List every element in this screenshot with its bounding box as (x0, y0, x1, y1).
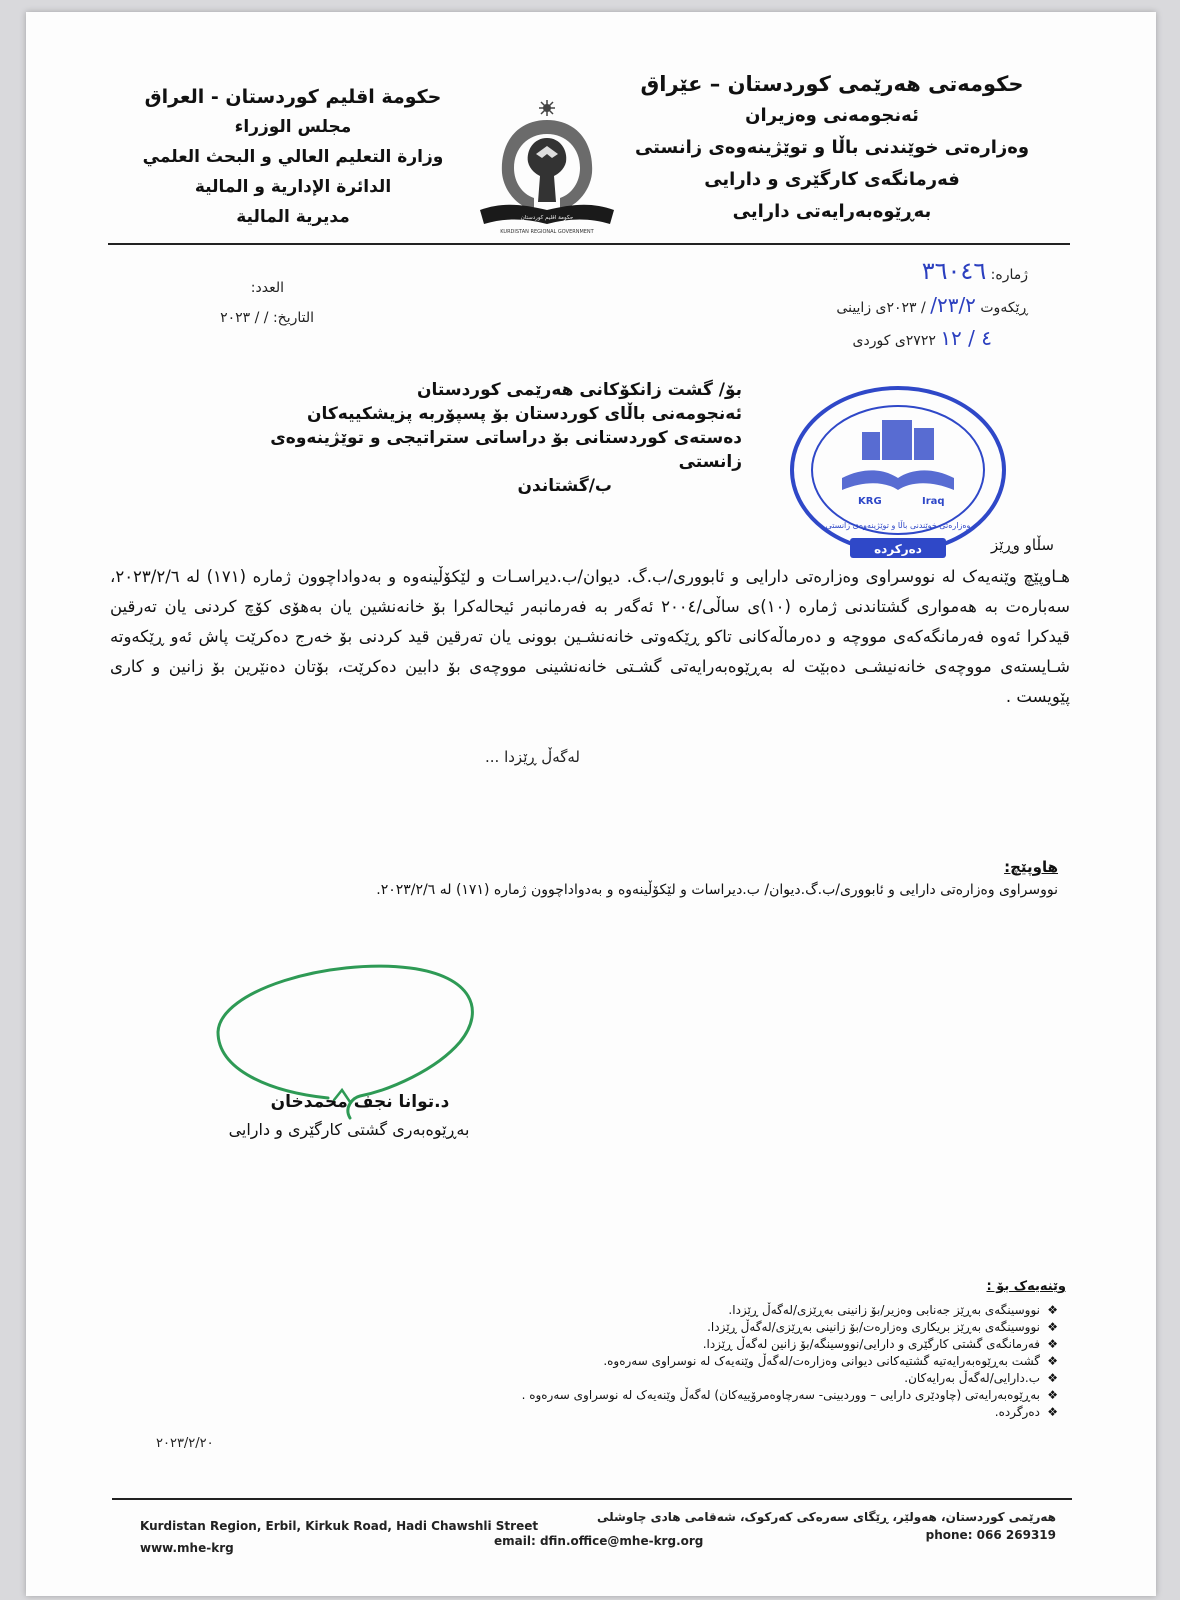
arabic-number-label: العدد: (250, 280, 284, 296)
list-item: ❖ بەڕێوەبەرایەتی (چاودێری دارایی – ووردبینی- سەرچاوەمرۆییەکان) لەگەڵ وێنەیەک لە نوسراوی سەرەوە . (521, 1388, 1058, 1402)
arabic-letterhead (128, 82, 458, 232)
list-item: ❖ ب.دارایی/لەگەڵ بەرایەکان. (904, 1371, 1058, 1385)
arabic-gov-title: حكومة اقليم كوردستان - العراق (144, 86, 442, 108)
diamond-bullet-icon: ❖ (1047, 1337, 1058, 1351)
stamp-band-text: دەرکردە (874, 542, 922, 556)
diamond-bullet-icon: ❖ (1047, 1320, 1058, 1334)
closing-regards: لەگەڵ ڕێزدا ... (485, 748, 580, 766)
issue-date: ٢٠٢٣/٢/٢٠ (156, 1436, 214, 1451)
stamp-iraq-text: Iraq (922, 496, 945, 507)
signatory-name: د.توانا نجف محمدخان (270, 1092, 450, 1112)
diamond-bullet-icon: ❖ (1047, 1405, 1058, 1419)
kurdish-directorate: بەڕێوەبەرایەتی دارایی (732, 201, 932, 222)
footer-address-ku: هەرێمی کوردستان، هەولێر، ڕێگای سەرەکی کەرکوک، شەقامی هادی چاوشلی (597, 1510, 1056, 1524)
kurdish-letterhead (622, 68, 1042, 228)
addressee-line-2: ئەنجومەنی باڵای کوردستان بۆ پسپۆربە پزیشکییەکان (306, 404, 742, 424)
footer-address-en: Kurdistan Region, Erbil, Kirkuk Road, Hadi Chawshli Street (140, 1519, 539, 1533)
krg-emblem-icon (472, 98, 622, 238)
number-label: ژمارە: (990, 267, 1028, 283)
kurdish-gov-title: حکومەتی هەرێمی کوردستان – عێراق (640, 72, 1024, 96)
footer-divider (112, 1498, 1072, 1500)
diamond-bullet-icon: ❖ (1047, 1303, 1058, 1317)
kurdish-reference-block (708, 256, 1028, 356)
kurdish-council: ئەنجومەنی وەزیران (745, 105, 919, 126)
list-item: ❖ گشت بەڕێوەبەرایەتیە گشتیەکانی دیوانی وەزارەت/لەگەڵ وێنەیەک لە نوسراوی سەرەوە. (603, 1354, 1058, 1368)
stamp-krg-text: KRG (858, 496, 882, 507)
list-item: ❖ نووسینگەی بەڕێز بریکاری وەزارەت/بۆ زانینی بەڕێزی/لەگەڵ ڕێزدا. (707, 1320, 1058, 1334)
official-stamp-icon (786, 378, 1012, 574)
diamond-bullet-icon: ❖ (1047, 1388, 1058, 1402)
date-label: ڕێکەوت (980, 300, 1028, 316)
footer-email: email: dfin.office@mhe-krg.org (494, 1534, 704, 1548)
list-item: ❖ دەرگردە. (994, 1405, 1058, 1419)
cc-heading: وێنەیەک بۆ : (986, 1279, 1066, 1294)
arabic-date-label: التاريخ: (272, 310, 314, 326)
footer-phone: phone: 066 269319 (925, 1528, 1056, 1542)
letter-body: هـاوپێچ وێنەیەک لە نووسراوی وەزارەتی دارایی و ئابووری/ب.گ. دیوان/ب.دیراسـات و لێکۆڵینەوە و بەدواداچوون ژمارە (١٧١) لە ٢٠٢٣/٢/٦، سەبارەت بە هەمواری گشتاندنی ژمارە (١٠)ی ساڵی/٢٠٠٤ ئەگەر بە فەرمانبەر ئیحالەکرا بۆ خانەنشین یان بەهۆی کۆچ کردنی یان تەرقین قیدکرا ئەوە فەرمانگەکەی مووچە و دەرماڵەکانی تاکو ڕێکەوتی خانەنشـین بوونی یان تەرقین قید کردنی بۆ خەرج دەکرێت پاش ئەو ڕێکەوتە شـایستەی مووچەی خانەنیشـی دەبێت لە بەڕێوەبەرایەتی گشـتی خانەنشینی مووچەی بۆ دابین دەکرێت، بۆتان دەنێرین بۆ زانین و کاری پێویست . (110, 567, 1070, 706)
arabic-department: الدائرة الإدارية و المالية (194, 177, 392, 197)
signatory-title: بەڕێوەبەری گشتی کارگێری و دارایی (228, 1120, 470, 1139)
kurdish-ministry: وەزارەتی خوێندنی باڵا و توێژینەوەی زانستی (634, 137, 1030, 158)
arabic-directorate: مديرية المالية (236, 207, 350, 227)
arabic-council: مجلس الوزراء (234, 117, 352, 137)
attachment-text: نووسراوی وەزارەتی دارایی و ئابووری/ب.گ.دیوان/ ب.دیراسات و لێکۆڵینەوە و بەدواداچوون ژمارە (١٧١) لە ٢٠٢٣/٢/٦. (376, 882, 1058, 898)
addressee-line-3: دەستەی کوردستانی بۆ دراساتی ستراتیجی و توێژینەوەی زانستی (270, 428, 742, 472)
date-suffix: / ٢٠٢٣ی زایینی (836, 300, 926, 316)
diamond-bullet-icon: ❖ (1047, 1371, 1058, 1385)
date-value: ٢٣/٢/ (930, 293, 976, 317)
arabic-ministry: وزارة التعليم العالي و البحث العلمي (142, 147, 444, 167)
addressee-line-4: ب/گشتاندن (517, 476, 612, 496)
list-item: ❖ نووسینگەی بەڕێز جەنابی وەزیر/بۆ زانینی بەڕێزی/لەگەڵ ڕێزدا. (728, 1303, 1058, 1317)
stamp-ring-text: وەزارەتی خوێندنی باڵا و توێژینەوەی زانستی (825, 521, 971, 530)
number-value: ٣٦٠٤٦ (921, 257, 987, 285)
emblem-ribbon-text: حكومة اقليم كوردستان (520, 215, 574, 221)
arabic-date-value: / / ٢٠٢٣ (220, 310, 269, 326)
cc-list (378, 1302, 1058, 1421)
greeting: سڵاو وڕێز (991, 536, 1054, 554)
list-item: ❖ فەرمانگەی گشتی کارگێری و دارایی/نووسینگە/بۆ زانین لەگەڵ ڕێزدا. (702, 1337, 1058, 1351)
arabic-reference-block (124, 273, 324, 333)
addressee-line-1: بۆ/ گشت زانکۆکانی هەرێمی کوردستان (417, 380, 742, 400)
diamond-bullet-icon: ❖ (1047, 1354, 1058, 1368)
kurdish-date-value: ٤ / ١٢ (940, 326, 992, 350)
header-divider (108, 243, 1070, 245)
kurdish-department: فەرمانگەی کارگێری و دارایی (704, 169, 960, 190)
emblem-caption: KURDISTAN REGIONAL GOVERNMENT (500, 229, 594, 235)
kurdish-date-suffix: ٢٧٢٢ی کوردی (852, 333, 936, 349)
attachment-heading: هاوپێچ: (1004, 858, 1058, 876)
addressee-block (222, 378, 742, 498)
footer-website: www.mhe-krg (140, 1541, 234, 1555)
